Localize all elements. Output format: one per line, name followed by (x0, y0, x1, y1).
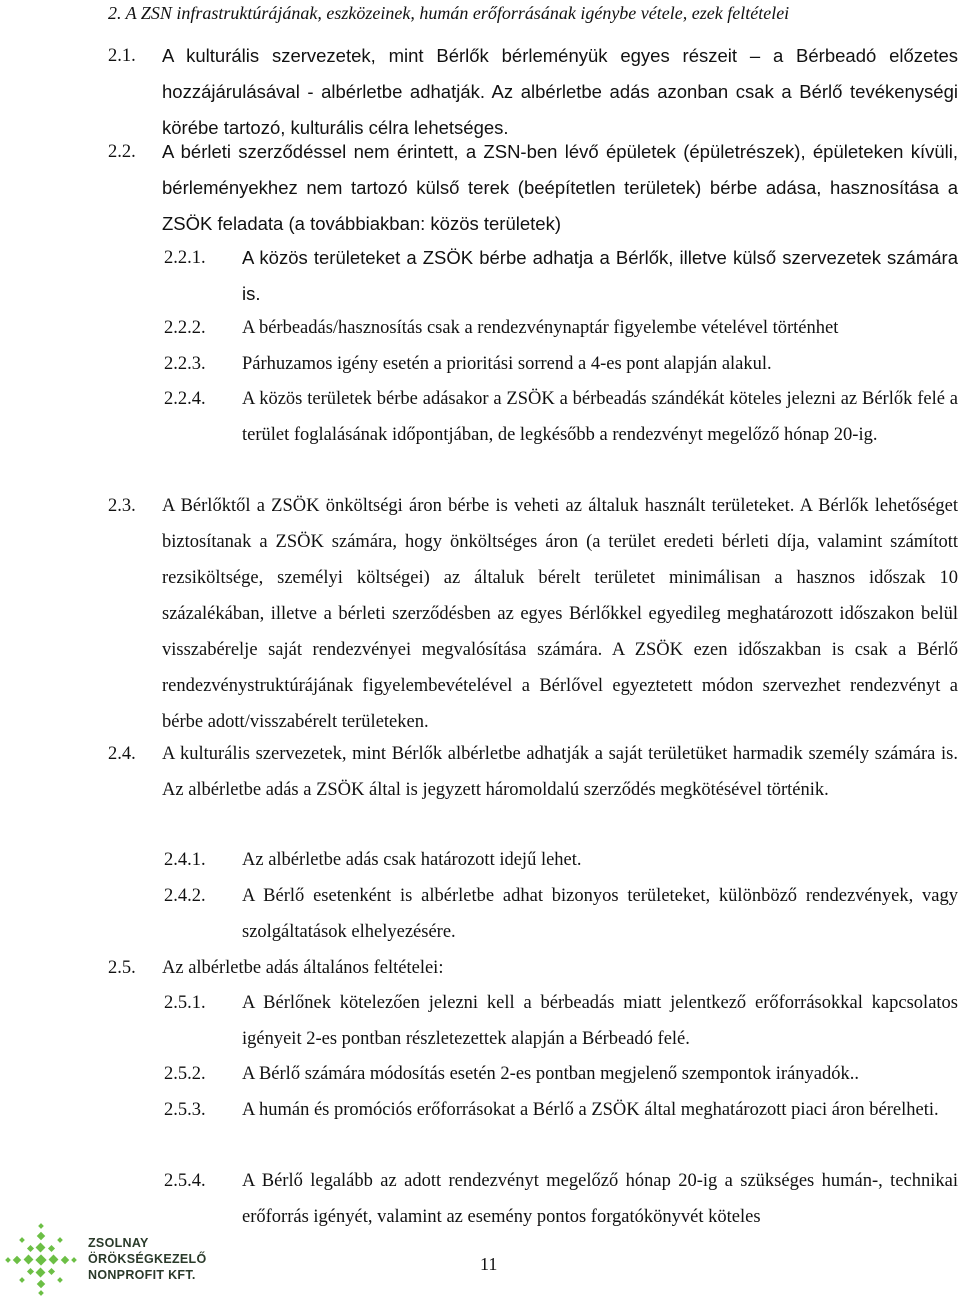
clause-text: A közös területek bérbe adásakor a ZSÖK a bérbeadás szándékát köteles jelezni az Bérlők felé a terület foglalásának időpontjában, de legkésőbb a rendezvényt megelőző hónap 20-ig. (242, 389, 958, 445)
clause-text: A kulturális szervezetek, mint Bérlők albérletbe adhatják a saját területüket harmadik személy számára is. Az albérletbe adás a ZSÖK által is jegyzett háromoldalú szerződés megkötésével történik. (162, 744, 958, 800)
clause-2-2 (108, 134, 958, 242)
clause-2-5-3 (164, 1092, 958, 1128)
clause-2-3 (108, 488, 958, 740)
clause-number: 2.3. (108, 496, 136, 516)
clause-text: A Bérlő számára módosítás esetén 2-es pontban megjelenő szempontok irányadók.. (242, 1064, 860, 1084)
clause-text: A közös területeket a ZSÖK bérbe adhatja a Bérlők, illetve külső szervezetek számára is. (242, 247, 958, 304)
logo-wordmark (88, 1235, 207, 1283)
logo-line-2: ÖRÖKSÉGKEZELŐ (88, 1252, 207, 1266)
clause-2-5-2 (164, 1056, 958, 1092)
clause-number: 2.5.3. (164, 1100, 206, 1120)
clause-number: 2.4.1. (164, 850, 206, 870)
page-number: 11 (480, 1254, 498, 1274)
clause-2-5-1 (164, 985, 958, 1057)
clause-number: 2.4.2. (164, 886, 206, 906)
clause-text: A kulturális szervezetek, mint Bérlők bérleményük egyes részeit – a Bérbeadó előzetes hozzájárulásával - albérletbe adhatják. Az albérletbe adás azonban csak a Bérlő tevékenységi körébe tartozó, kulturális célra lehetséges. (162, 45, 958, 138)
clause-number: 2.5.4. (164, 1171, 206, 1191)
clause-2-2-4 (164, 381, 958, 453)
clause-text: Az albérletbe adás csak határozott idejű lehet. (242, 850, 582, 870)
clause-2-5-4 (164, 1163, 958, 1235)
clause-2-2-3 (164, 346, 958, 382)
clause-text: A Bérlőktől a ZSÖK önköltségi áron bérbe is veheti az általuk használt területeket. A Bérlők lehetőséget biztosítanak a ZSÖK számára, hogy önköltséges áron (a terület eredeti bérleti díja, valamint számított rezsiköltsége, személyi költségei) az általuk bérelt területet minimálisan a hasznos időszak 10 százalékában, illetve a bérleti szerződésben az egyes Bérlőkkel egyedileg meghatározott időszakon belül visszabérelje saját rendezvényei megvalósítása számára. A ZSÖK ezen időszakban is csak a Bérlő rendezvénystruktúrájának figyelembevételével a Bérlővel egyeztetett módon szervezhet rendezvényt a bérbe adott/visszabérelt területeken. (162, 496, 958, 732)
clause-2-1 (108, 38, 958, 146)
clause-2-4-2 (164, 878, 958, 950)
section-heading: 2. A ZSN infrastruktúrájának, eszközeinek, humán erőforrásának igénybe vétele, ezek feltételei (108, 3, 790, 23)
clause-text: Az albérletbe adás általános feltételei: (162, 958, 444, 978)
clause-number: 2.5.2. (164, 1064, 206, 1084)
clause-number: 2.2.2. (164, 318, 206, 338)
clause-number: 2.5. (108, 958, 136, 978)
clause-text: A Bérlő legalább az adott rendezvényt megelőző hónap 20-ig a szükséges humán-, technikai erőforrás igényét, valamint az esemény pontos forgatókönyvét köteles (242, 1171, 958, 1227)
clause-number: 2.4. (108, 744, 136, 764)
clause-number: 2.2.1. (164, 248, 206, 268)
logo-line-3: NONPROFIT KFT. (88, 1268, 196, 1282)
clause-number: 2.2.4. (164, 389, 206, 409)
clause-number: 2.1. (108, 46, 136, 66)
clause-2-2-1 (164, 240, 958, 312)
clause-text: A bérleti szerződéssel nem érintett, a ZSN-ben lévő épületek (épületrészek), épületeken kívüli, bérleményekhez nem tartozó külső terek (beépítetlen területek) bérbe adása, hasznosítása a ZSÖK feladata (a továbbiakban: közös területek) (162, 141, 958, 234)
clause-text: A Bérlőnek kötelezően jelezni kell a bérbeadás miatt jelentkező erőforrásokkal kapcsolatos igényeit 2-es pontban részletezettek alapján a Bérbeadó felé. (242, 993, 958, 1049)
clause-text: Párhuzamos igény esetén a prioritási sorrend a 4-es pont alapján alakul. (242, 354, 772, 374)
clause-text: A bérbeadás/hasznosítás csak a rendezvénynaptár figyelembe vételével történhet (242, 318, 839, 338)
clause-number: 2.5.1. (164, 993, 206, 1013)
clause-number: 2.2.3. (164, 354, 206, 374)
clause-2-4 (108, 736, 958, 808)
clause-number: 2.2. (108, 142, 136, 162)
clause-2-4-1 (164, 842, 958, 878)
logo-line-1: ZSOLNAY (88, 1236, 149, 1250)
clause-text: A Bérlő esetenként is albérletbe adhat bizonyos területeket, különböző rendezvények, vagy szolgáltatások elhelyezésére. (242, 886, 958, 942)
clause-text: A humán és promóciós erőforrásokat a Bérlő a ZSÖK által meghatározott piaci áron bérelheti. (242, 1100, 939, 1120)
clause-2-5 (108, 950, 958, 986)
snowflake-cross-icon (5, 1223, 77, 1296)
clause-2-2-2 (164, 310, 958, 346)
